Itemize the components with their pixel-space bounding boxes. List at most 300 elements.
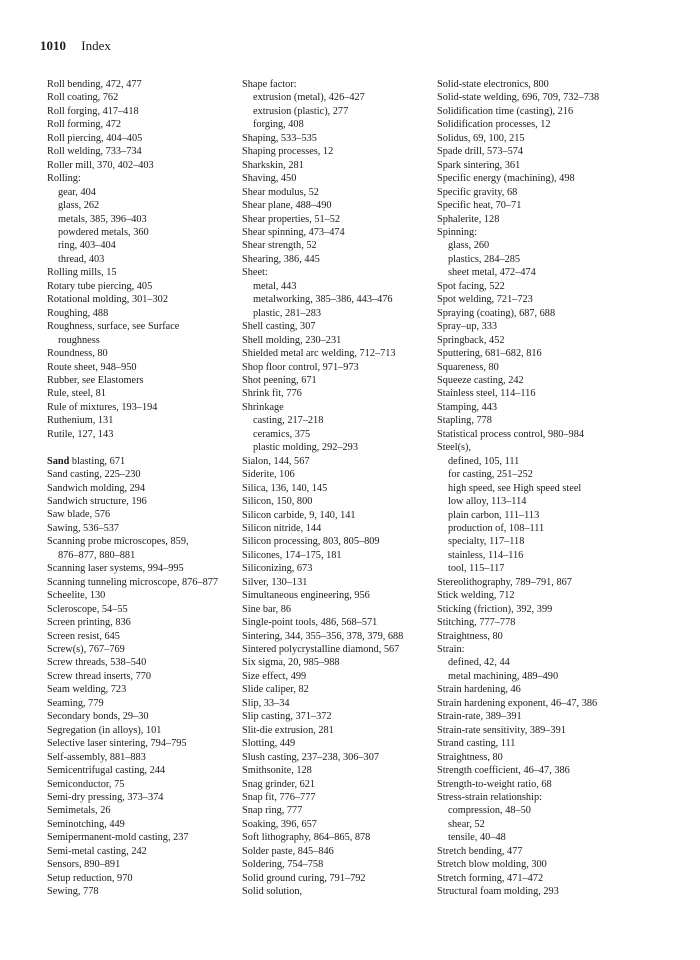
index-entry-text: Solid-state welding, 696, 709, 732–738 bbox=[437, 92, 600, 104]
index-entry-text: Siliconizing, 673 bbox=[242, 563, 313, 575]
index-entry-text: Squeeze casting, 242 bbox=[437, 374, 524, 386]
index-entry-text: Stretch forming, 471–472 bbox=[437, 872, 544, 884]
index-entry bbox=[437, 118, 662, 131]
index-subentry bbox=[47, 253, 232, 266]
index-entry bbox=[437, 710, 662, 723]
index-entry bbox=[437, 320, 662, 333]
index-entry bbox=[242, 455, 427, 468]
index-entry-text: thread, 403 bbox=[58, 253, 105, 265]
index-entry-text: Screen printing, 836 bbox=[47, 617, 131, 629]
index-entry-text: Roll bending, 472, 477 bbox=[47, 79, 142, 90]
index-entry bbox=[242, 576, 427, 589]
index-subentry bbox=[242, 280, 427, 293]
index-entry-text: metals, 385, 396–403 bbox=[58, 213, 147, 225]
index-entry-text: Silicon, 150, 800 bbox=[242, 496, 313, 508]
index-entry-text: Sheet: bbox=[242, 267, 268, 279]
index-entry-text: Rule, steel, 81 bbox=[47, 388, 106, 400]
index-entry bbox=[242, 831, 427, 844]
index-entry bbox=[47, 132, 232, 145]
index-subentry bbox=[437, 535, 662, 548]
index-subentry bbox=[47, 186, 232, 199]
index-entry bbox=[437, 576, 662, 589]
index-column-2 bbox=[242, 78, 427, 899]
index-entry-text: Rutile, 127, 143 bbox=[47, 428, 114, 440]
index-entry bbox=[437, 347, 662, 360]
index-entry-text: Shell molding, 230–231 bbox=[242, 334, 342, 346]
index-entry-text: ring, 403–404 bbox=[58, 240, 116, 252]
index-subentry bbox=[437, 468, 662, 481]
index-entry bbox=[47, 387, 232, 400]
index-entry bbox=[242, 670, 427, 683]
index-entry-text: Roll coating, 762 bbox=[47, 92, 119, 104]
index-entry bbox=[437, 78, 662, 91]
index-entry-text: stainless, 114–116 bbox=[448, 549, 524, 561]
index-entry-text: for casting, 251–252 bbox=[448, 469, 533, 481]
index-entry-text: Size effect, 499 bbox=[242, 670, 307, 682]
index-entry bbox=[242, 603, 427, 616]
index-entry-text: tensile, 40–48 bbox=[448, 832, 506, 844]
index-entry bbox=[47, 724, 232, 737]
index-entry-text: Soft lithography, 864–865, 878 bbox=[242, 832, 371, 844]
index-entry bbox=[437, 105, 662, 118]
index-entry bbox=[242, 401, 427, 414]
index-entry bbox=[437, 630, 662, 643]
section-lead-word: Sand bbox=[47, 455, 70, 467]
index-entry bbox=[47, 172, 232, 185]
index-entry-text: Route sheet, 948–950 bbox=[47, 361, 137, 373]
index-entry-text: Sensors, 890–891 bbox=[47, 859, 121, 871]
index-entry-text: Saw blade, 576 bbox=[47, 509, 111, 521]
index-entry-text: Segregation (in alloys), 101 bbox=[47, 724, 162, 736]
index-subentry bbox=[437, 549, 662, 562]
index-entry bbox=[242, 468, 427, 481]
index-entry bbox=[47, 630, 232, 643]
index-entry-continuation bbox=[47, 549, 232, 562]
index-entry-text: Shaving, 450 bbox=[242, 173, 297, 185]
index-entry-text: Six sigma, 20, 985–988 bbox=[242, 657, 340, 669]
index-entry-text: Simultaneous engineering, 956 bbox=[242, 590, 370, 602]
index-entry-text: sheet metal, 472–474 bbox=[448, 267, 536, 279]
index-subentry bbox=[437, 656, 662, 669]
index-entry bbox=[47, 522, 232, 535]
index-entry bbox=[242, 885, 427, 898]
index-entry bbox=[47, 576, 232, 589]
index-subentry bbox=[242, 441, 427, 454]
index-entry-text: Spark sintering, 361 bbox=[437, 159, 521, 171]
index-entry-text: Sphalerite, 128 bbox=[437, 213, 500, 225]
index-entry-text: Strength coefficient, 46–47, 386 bbox=[437, 765, 570, 777]
index-entry-text: Soaking, 396, 657 bbox=[242, 818, 317, 830]
index-entry-text: Spraying (coating), 687, 688 bbox=[437, 307, 556, 319]
index-entry-text: Silicon carbide, 9, 140, 141 bbox=[242, 509, 356, 521]
index-subentry bbox=[242, 293, 427, 306]
index-entry-text: Shape factor: bbox=[242, 79, 297, 90]
index-entry bbox=[242, 145, 427, 158]
index-entry-text: Stretch blow molding, 300 bbox=[437, 859, 547, 871]
index-entry bbox=[437, 845, 662, 858]
index-entry-text: Stretch bending, 477 bbox=[437, 845, 523, 857]
index-entry-text: tool, 115–117 bbox=[448, 563, 505, 575]
index-entry-text: Snap fit, 776–777 bbox=[242, 792, 316, 804]
index-entry bbox=[242, 78, 427, 91]
index-entry-text: Seaming, 779 bbox=[47, 697, 104, 709]
index-entry bbox=[47, 764, 232, 777]
index-entry-text: Specific energy (machining), 498 bbox=[437, 173, 575, 185]
index-entry-text: plastic, 281–283 bbox=[253, 307, 322, 319]
index-entry bbox=[242, 737, 427, 750]
index-entry-continuation bbox=[47, 334, 232, 347]
index-entry-text: Scheelite, 130 bbox=[47, 590, 106, 602]
page-number: 1010 bbox=[40, 38, 66, 53]
index-entry-text: Spade drill, 573–574 bbox=[437, 146, 524, 158]
index-subentry bbox=[437, 253, 662, 266]
index-entry-text: defined, 105, 111 bbox=[448, 455, 520, 467]
index-entry-text: Sticking (friction), 392, 399 bbox=[437, 603, 553, 615]
index-entry-text: Straightness, 80 bbox=[437, 751, 503, 763]
index-entry bbox=[47, 414, 232, 427]
index-entry-text: Silica, 136, 140, 145 bbox=[242, 482, 328, 494]
index-entry-text: Stress-strain relationship: bbox=[437, 792, 542, 804]
index-entry bbox=[242, 858, 427, 871]
index-entry-text: Sawing, 536–537 bbox=[47, 522, 120, 534]
index-entry bbox=[242, 549, 427, 562]
index-entry-text: Selective laser sintering, 794–795 bbox=[47, 738, 187, 750]
index-entry-text: production of, 108–111 bbox=[448, 522, 545, 534]
index-entry-text: defined, 42, 44 bbox=[448, 657, 510, 669]
index-subentry bbox=[437, 831, 662, 844]
index-entry bbox=[437, 697, 662, 710]
index-entry bbox=[47, 91, 232, 104]
index-entry-text: casting, 217–218 bbox=[253, 415, 324, 427]
index-entry-text: plastics, 284–285 bbox=[448, 253, 521, 265]
index-subentry bbox=[437, 509, 662, 522]
index-entry bbox=[47, 683, 232, 696]
index-entry-text: Rolling: bbox=[47, 173, 81, 185]
index-entry-text: gear, 404 bbox=[58, 186, 96, 198]
index-entry-text: Strain: bbox=[437, 644, 465, 656]
index-entry-text: Semi-dry pressing, 373–374 bbox=[47, 792, 164, 803]
index-entry bbox=[47, 831, 232, 844]
index-entry-text: Spinning: bbox=[437, 226, 478, 238]
index-entry-text: Roller mill, 370, 402–403 bbox=[47, 159, 154, 171]
index-entry-text: Specific heat, 70–71 bbox=[437, 200, 522, 212]
index-entry bbox=[242, 683, 427, 696]
index-subentry bbox=[47, 213, 232, 226]
index-entry bbox=[47, 858, 232, 871]
index-entry-text: high speed, see High speed steel bbox=[448, 482, 582, 494]
index-subentry bbox=[437, 562, 662, 575]
index-entry bbox=[242, 387, 427, 400]
index-entry bbox=[437, 374, 662, 387]
index-entry-text: Seminotching, 449 bbox=[47, 818, 125, 830]
index-entry-text: Solidification time (casting), 216 bbox=[437, 105, 574, 117]
index-entry-text: Shear plane, 488–490 bbox=[242, 200, 332, 212]
index-entry bbox=[242, 764, 427, 777]
index-entry-text: Roll piercing, 404–405 bbox=[47, 132, 143, 144]
index-entry bbox=[242, 266, 427, 279]
index-entry bbox=[242, 522, 427, 535]
index-entry bbox=[437, 145, 662, 158]
index-entry bbox=[437, 764, 662, 777]
index-entry-text: extrusion (plastic), 277 bbox=[253, 105, 349, 117]
index-entry-text: Rotary tube piercing, 405 bbox=[47, 280, 153, 292]
index-subentry bbox=[242, 414, 427, 427]
index-entry bbox=[437, 791, 662, 804]
index-entry-text: Strain-rate, 389–391 bbox=[437, 711, 522, 723]
index-entry-text: Rolling mills, 15 bbox=[47, 267, 117, 279]
index-entry-text: Snag grinder, 621 bbox=[242, 778, 316, 790]
index-entry bbox=[47, 280, 232, 293]
index-entry-text: extrusion (metal), 426–427 bbox=[253, 92, 365, 104]
index-entry bbox=[242, 791, 427, 804]
index-entry-text: Soldering, 754–758 bbox=[242, 859, 324, 871]
index-entry-text: Rotational molding, 301–302 bbox=[47, 294, 168, 306]
index-entry bbox=[47, 347, 232, 360]
index-entry-text: Shaping, 533–535 bbox=[242, 132, 317, 144]
index-entry-text: Structural foam molding, 293 bbox=[437, 886, 559, 898]
index-subentry bbox=[242, 307, 427, 320]
index-subentry bbox=[437, 804, 662, 817]
index-entry-text: compression, 48–50 bbox=[448, 805, 531, 817]
index-entry bbox=[47, 266, 232, 279]
index-entry bbox=[47, 455, 232, 468]
index-subentry bbox=[437, 455, 662, 468]
index-entry bbox=[47, 428, 232, 441]
index-entry bbox=[437, 616, 662, 629]
index-entry-text: Sine bar, 86 bbox=[242, 603, 292, 615]
index-entry bbox=[242, 239, 427, 252]
index-entry bbox=[47, 616, 232, 629]
index-entry-text: plastic molding, 292–293 bbox=[253, 442, 358, 454]
index-entry-text: 876–877, 880–881 bbox=[58, 549, 136, 561]
index-entry-text: Statistical process control, 980–984 bbox=[437, 428, 584, 440]
index-entry-text: ceramics, 375 bbox=[253, 428, 311, 440]
index-entry-text: Strength-to-weight ratio, 68 bbox=[437, 778, 552, 790]
index-entry-text: Stick welding, 712 bbox=[437, 590, 515, 602]
index-entry-text: glass, 260 bbox=[448, 240, 490, 252]
index-entry-text: Semipermanent-mold casting, 237 bbox=[47, 832, 189, 844]
index-subentry bbox=[242, 105, 427, 118]
index-subentry bbox=[437, 239, 662, 252]
index-entry bbox=[47, 885, 232, 898]
index-entry-text: Shrinkage bbox=[242, 401, 284, 413]
index-entry bbox=[242, 172, 427, 185]
index-entry-text: Shear spinning, 473–474 bbox=[242, 226, 345, 238]
index-entry-text: Shaping processes, 12 bbox=[242, 146, 334, 158]
index-entry bbox=[47, 589, 232, 602]
index-entry bbox=[242, 374, 427, 387]
index-entry bbox=[242, 361, 427, 374]
index-entry-text: Stitching, 777–778 bbox=[437, 617, 516, 629]
index-entry-text: roughness bbox=[58, 334, 100, 346]
index-entry bbox=[47, 603, 232, 616]
index-entry-text: shear, 52 bbox=[448, 818, 485, 830]
index-entry-text: Ruthenium, 131 bbox=[47, 415, 114, 427]
index-entry-text: Spot welding, 721–723 bbox=[437, 294, 533, 306]
index-subentry bbox=[437, 482, 662, 495]
index-entry-text: Semiconductor, 75 bbox=[47, 778, 125, 790]
index-entry bbox=[242, 778, 427, 791]
index-entry bbox=[437, 226, 662, 239]
index-entry bbox=[437, 159, 662, 172]
index-entry-text: Secondary bonds, 29–30 bbox=[47, 711, 149, 723]
index-entry bbox=[47, 697, 232, 710]
index-entry bbox=[47, 845, 232, 858]
index-subentry bbox=[437, 495, 662, 508]
index-entry-text: Solidification processes, 12 bbox=[437, 119, 551, 131]
index-entry bbox=[437, 441, 662, 454]
index-entry-text: Slip casting, 371–372 bbox=[242, 711, 332, 723]
index-subentry bbox=[242, 118, 427, 131]
index-entry-text: blasting, 671 bbox=[69, 455, 126, 467]
index-subentry bbox=[437, 670, 662, 683]
index-entry bbox=[47, 361, 232, 374]
index-entry-text: Silicon nitride, 144 bbox=[242, 522, 322, 534]
index-entry-text: Slotting, 449 bbox=[242, 738, 296, 750]
index-entry-text: plain carbon, 111–113 bbox=[448, 509, 540, 521]
index-entry-text: Screw thread inserts, 770 bbox=[47, 670, 152, 682]
index-entry-text: metal machining, 489–490 bbox=[448, 670, 559, 682]
index-entry-text: Sharkskin, 281 bbox=[242, 159, 304, 171]
index-entry-text: Solidus, 69, 100, 215 bbox=[437, 132, 525, 144]
index-entry-text: low alloy, 113–114 bbox=[448, 496, 527, 508]
index-entry bbox=[47, 307, 232, 320]
index-entry bbox=[47, 804, 232, 817]
index-entry-text: Sintered polycrystalline diamond, 567 bbox=[242, 644, 400, 656]
index-entry bbox=[47, 535, 232, 548]
index-entry bbox=[437, 724, 662, 737]
index-entry bbox=[242, 656, 427, 669]
index-entry bbox=[242, 562, 427, 575]
index-entry bbox=[242, 347, 427, 360]
index-column-3 bbox=[437, 78, 662, 899]
index-entry bbox=[242, 630, 427, 643]
index-entry-text: Strain-rate sensitivity, 389–391 bbox=[437, 724, 566, 736]
index-entry bbox=[242, 724, 427, 737]
index-entry-text: Roll forming, 472 bbox=[47, 119, 122, 131]
index-entry-text: Stainless steel, 114–116 bbox=[437, 388, 536, 400]
index-entry-text: metalworking, 385–386, 443–476 bbox=[253, 294, 393, 306]
index-entry bbox=[47, 118, 232, 131]
index-entry bbox=[47, 818, 232, 831]
index-entry-text: powdered metals, 360 bbox=[58, 226, 149, 238]
index-entry-text: Stapling, 778 bbox=[437, 415, 492, 427]
index-entry bbox=[242, 872, 427, 885]
index-entry bbox=[242, 535, 427, 548]
index-entry-text: Silicon processing, 803, 805–809 bbox=[242, 536, 380, 548]
index-entry bbox=[242, 804, 427, 817]
index-entry bbox=[437, 603, 662, 616]
index-entry-text: Semimetals, 26 bbox=[47, 805, 111, 817]
index-entry bbox=[437, 778, 662, 791]
index-entry bbox=[437, 387, 662, 400]
index-entry-text: Roughness, surface, see Surface bbox=[47, 321, 180, 333]
index-entry bbox=[47, 320, 232, 333]
index-entry-text: Spot facing, 522 bbox=[437, 280, 505, 292]
index-entry bbox=[47, 78, 232, 91]
index-entry-text: Self-assembly, 881–883 bbox=[47, 751, 146, 763]
index-entry bbox=[437, 872, 662, 885]
index-entry-text: Springback, 452 bbox=[437, 334, 505, 346]
index-entry bbox=[47, 562, 232, 575]
index-entry-text: Shot peening, 671 bbox=[242, 374, 317, 386]
index-entry-text: Solid-state electronics, 800 bbox=[437, 79, 549, 90]
index-entry-text: specialty, 117–118 bbox=[448, 536, 525, 548]
index-entry-text: Semi-metal casting, 242 bbox=[47, 845, 147, 857]
index-entry-text: Roundness, 80 bbox=[47, 348, 108, 360]
index-entry-text: Shear strength, 52 bbox=[242, 240, 317, 252]
index-entry bbox=[437, 401, 662, 414]
index-entry bbox=[242, 199, 427, 212]
index-entry-text: Shear properties, 51–52 bbox=[242, 213, 341, 225]
index-entry bbox=[47, 145, 232, 158]
index-entry-text: Sputtering, 681–682, 816 bbox=[437, 348, 542, 360]
index-entry bbox=[47, 374, 232, 387]
index-entry-text: metal, 443 bbox=[253, 280, 297, 292]
index-entry bbox=[242, 697, 427, 710]
index-entry bbox=[242, 818, 427, 831]
index-entry-text: Sintering, 344, 355–356, 378, 379, 688 bbox=[242, 630, 404, 642]
index-entry bbox=[47, 482, 232, 495]
index-entry bbox=[47, 401, 232, 414]
index-entry bbox=[437, 213, 662, 226]
index-entry bbox=[242, 616, 427, 629]
index-entry bbox=[47, 710, 232, 723]
section-gap bbox=[47, 441, 232, 454]
index-entry bbox=[242, 132, 427, 145]
index-entry-text: Steel(s), bbox=[437, 442, 472, 454]
index-subentry bbox=[47, 226, 232, 239]
index-entry bbox=[47, 468, 232, 481]
index-entry bbox=[437, 858, 662, 871]
index-entry-text: glass, 262 bbox=[58, 200, 100, 212]
index-entry bbox=[47, 791, 232, 804]
index-entry bbox=[437, 199, 662, 212]
index-entry-text: Single-point tools, 486, 568–571 bbox=[242, 617, 378, 629]
index-entry-text: Strand casting, 111 bbox=[437, 738, 516, 750]
index-entry bbox=[47, 495, 232, 508]
index-entry-text: Shearing, 386, 445 bbox=[242, 253, 320, 265]
index-entry bbox=[242, 710, 427, 723]
index-entry-text: Seam welding, 723 bbox=[47, 684, 127, 696]
index-entry bbox=[47, 105, 232, 118]
index-entry bbox=[437, 334, 662, 347]
index-entry-text: Stamping, 443 bbox=[437, 401, 498, 413]
index-entry-text: Semicentrifugal casting, 244 bbox=[47, 765, 166, 777]
index-subentry bbox=[242, 91, 427, 104]
index-entry bbox=[437, 428, 662, 441]
index-column-1 bbox=[47, 78, 232, 899]
index-entry-text: Spray–up, 333 bbox=[437, 321, 498, 333]
index-subentry bbox=[242, 428, 427, 441]
index-entry-text: Roughing, 488 bbox=[47, 307, 109, 319]
index-entry bbox=[47, 670, 232, 683]
index-entry bbox=[437, 683, 662, 696]
index-entry bbox=[47, 293, 232, 306]
index-entry-text: Roll welding, 733–734 bbox=[47, 146, 142, 158]
index-entry-text: Roll forging, 417–418 bbox=[47, 105, 139, 117]
index-entry-text: Silicones, 174–175, 181 bbox=[242, 549, 342, 561]
index-entry-text: Slide caliper, 82 bbox=[242, 684, 309, 696]
index-entry-text: Shielded metal arc welding, 712–713 bbox=[242, 348, 396, 360]
index-entry bbox=[242, 482, 427, 495]
index-entry-text: Scleroscope, 54–55 bbox=[47, 603, 128, 615]
index-entry-text: Strain hardening exponent, 46–47, 386 bbox=[437, 697, 598, 709]
index-entry bbox=[437, 280, 662, 293]
index-entry-text: Smithsonite, 128 bbox=[242, 765, 312, 777]
index-entry-text: Screw threads, 538–540 bbox=[47, 657, 147, 669]
index-entry-text: Scanning probe microscopes, 859, bbox=[47, 536, 189, 548]
